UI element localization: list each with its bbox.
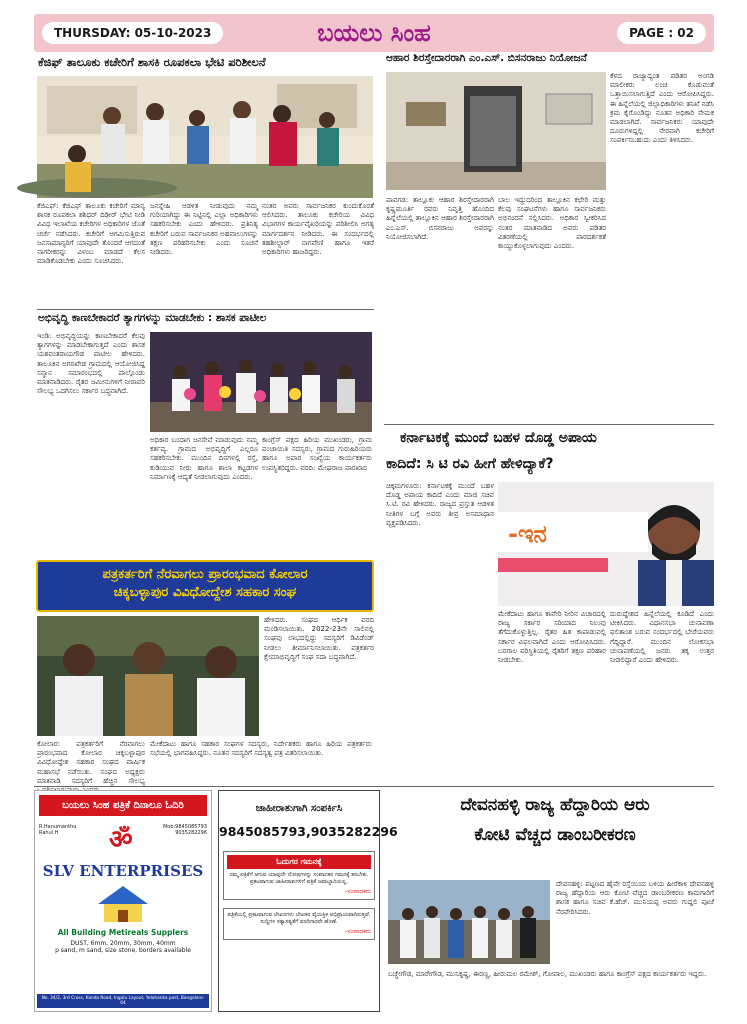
- story2-headline: ಆಹಾರ ಶಿರಸ್ತೇದಾರರಾಗಿ ಎಂ.ಎಸ್. ಬಿಸನರಾಜು ನಿಯೋಜನೆ: [386, 52, 587, 64]
- reader-notice-sign: -ಸಂಪಾದಕರು: [345, 888, 371, 895]
- story5-col-a: ಕೋಲಾರ: ಪತ್ರಕರ್ತರಿಗೆ ನೆರವಾಗಲು ಪ್ರಾರಂಭವಾದ ಕೋಲಾರ ಚಿಕ್ಕಬಳ್ಳಾಪುರ ವಿವಿಧೋದ್ದೇಶ ಸಹಕಾರ ಸಂಘದ ವಾರ್ಷಿಕ ಮಹಾಸಭೆ ನಡೆಯಿತು. ಸಂಘದ ಅಧ್ಯಕ್ಷರು ಮಾತನಾಡಿ ಸದಸ್ಯರಿಗೆ ಹೆಚ್ಚಿನ ಸೌಲಭ್ಯ: [37, 740, 145, 785]
- story1-photo: [37, 76, 373, 198]
- reader-notice: [223, 851, 375, 900]
- story1-col-c: ನಂತರ ಅವರು ಸಾರ್ವಜನಿಕರ ಕುಂದುಕೊರತೆ ಆಲಿಸಿದರು. ತಾಲೂಕು ಕಚೇರಿಯ ವಿವಿಧ ವಿಭಾಗಗಳ ಕಾರ್ಯವೈಖರಿಯನ್ನು ಪರಿಶೀಲಿಸಿ ಅಗತ್ಯ ಮಾರ್ಗದರ್ಶನ ನೀಡಿದರು. ಈ ಸಂದರ್ಭದಲ್ಲಿ ತಹಶೀಲ್ದಾರ್ ನಾಗವೇಣಿ ಹಾಗೂ ಇತರೆ ಅಧಿಕಾರಿಗಳು ಹಾಜರಿದ್ದರು.: [262, 202, 374, 257]
- page-number: PAGE : 02: [617, 22, 706, 44]
- story4-col-b: ಮೇಕೆದಾಟು ಹಾಗೂ ಕಾವೇರಿ ನೀರಿನ ವಿಚಾರದಲ್ಲಿ ರಾಜ್ಯ ಸರ್ಕಾರ ಸರಿಯಾದ ನಿಲುವು ತೆಗೆದುಕೊಳ್ಳುತ್ತಿಲ್ಲ. ರೈತರ ಹಿತ ಕಾಪಾಡುವಲ್ಲಿ ಸರ್ಕಾರ ವಿಫಲವಾಗಿದೆ ಎಂದು ಆರೋಪಿಸಿದರು. ಬರಗಾಲ ಪರಿಸ್ಥಿತಿಯಲ್ಲಿ ರೈತರಿಗೆ ತಕ್ಷಣ ಪರಿಹಾರ ನೀಡಬೇಕು.: [498, 610, 606, 665]
- story5-col-b: ಹೇಳಿದರು. ಸಂಘದ ಆರ್ಥಿಕ ವರದಿ ಮಂಡಿಸಲಾಯಿತು. 2022-23ನೇ ಸಾಲಿನಲ್ಲಿ ಸಂಘವು ಲಾಭದಲ್ಲಿದ್ದು ಸದಸ್ಯರಿಗೆ ಡಿವಿಡೆಂಡ್ ನೀಡಲು ತೀರ್ಮಾನಿಸಲಾಯಿತು. ಪತ್ರಕರ್ತರ ಕ್ಷೇಮಾಭಿವೃದ್ಧಿಗೆ ಸಂಘ ಸದಾ ಬದ್ಧವಾಗಿದೆ.: [264, 616, 374, 661]
- story4-headline-line2: ಕಾದಿದೆ: ಸಿ ಟಿ ರವಿ ಹೀಗೆ ಹೇಳಿದ್ಯಾಕೆ?: [386, 456, 554, 472]
- story6-headline-line2: ಕೋಟಿ ವೆಚ್ಚದ ಡಾಂಬರೀಕರಣ: [474, 825, 636, 845]
- disclaimer-notice: [223, 908, 375, 940]
- ad-contact-phone: 9845085793,9035282296: [219, 824, 398, 839]
- classifieds-box: [218, 790, 398, 1012]
- story6-caption: ಬಚ್ಚೇಗೌಡ, ಮಾರೇಗೌಡ, ಮುನಿಕೃಷ್ಣ, ಈರಣ್ಣ, ಹೀರುಮಲ ರಮೇಶ್, ಗೋಪಾಲ, ಮುಖಂಡರು ಹಾಗೂ ಕಾಂಗ್ರೆಸ್ ಪಕ್ಷದ ಕಾರ್ಯಕರ್ತರು ಇದ್ದರು.: [388, 970, 707, 978]
- reader-notice-title: ಓದುಗರ ಗಮನಕ್ಕೆ: [227, 855, 371, 869]
- ad-contact-title: ಜಾಹೀರಾತುಗಾಗಿ ಸಂಪರ್ಕಿಸಿ: [255, 803, 343, 814]
- story2-photo: [386, 72, 606, 190]
- story5-photo: [37, 616, 259, 736]
- story5-headline-line1: ಪತ್ರಕರ್ತರಿಗೆ ನೆರವಾಗಲು ಪ್ರಾರಂಭವಾದ ಕೋಲಾರ: [102, 567, 308, 582]
- proprietor-names: R.Hanumanthu Rahul H: [39, 824, 77, 836]
- divider: [384, 424, 714, 425]
- story6-photo: [388, 880, 550, 964]
- om-icon: ॐ: [109, 825, 133, 855]
- story4-col-a: ಚಿಕ್ಕಮಗಳೂರು: ಕರ್ನಾಟಕಕ್ಕೆ ಮುಂದೆ ಬಹಳ ದೊಡ್ಡ ಅಪಾಯ ಕಾದಿದೆ ಎಂದು ಮಾಜಿ ಸಚಿವ ಸಿ.ಟಿ. ರವಿ ಹೇಳಿದರು. ರಾಜ್ಯದ ಪ್ರಸ್ತುತ ಆಡಳಿತ ನೀತಿಗಳ ಬಗ್ಗೆ ಅವರು ತೀವ್ರ ಅಸಮಾಧಾನ ವ್ಯಕ್ತಪಡಿಸಿದರು.: [386, 482, 494, 527]
- advertisement-slv: [34, 790, 212, 1012]
- story5-headline-banner: [36, 560, 374, 612]
- story4-photo: [498, 482, 714, 606]
- story1-headline: ಕೆಜಿಫ್ ತಾಲೂಕು ಕಚೇರಿಗೆ ಶಾಸಕಿ ರೂಪಕಲಾ ಭೇಟಿ ಪರಿಶೀಲನೆ: [38, 55, 266, 69]
- company-name: SLV ENTERPRISES: [42, 862, 204, 880]
- story1-col-b: ಜನಸ್ನೇಹಿ ಆಡಳಿತ ನೀಡುವುದು ನಮ್ಮ ಗುರಿಯಾಗಿದ್ದು ಈ ನಿಟ್ಟಿನಲ್ಲಿ ಎಲ್ಲಾ ಅಧಿಕಾರಿಗಳು ಸಹಕರಿಸಬೇಕು ಎಂದು ಹೇಳಿದರು. ಪ್ರತಿನಿತ್ಯ ಕಚೇರಿಗೆ ಬರುವ ಸಾರ್ವಜನಿಕರ ಅಹವಾಲುಗಳನ್ನು ತಕ್ಷಣ ಪರಿಹರಿಸಬೇಕು ಎಂದು ಸೂಚನೆ ನೀಡಿದರು.: [150, 202, 258, 257]
- story3-col-c: ಕಾಂಗ್ರೆಸ್ ಪಕ್ಷದ ಹಿರಿಯ ಮುಖಂಡರು, ಗ್ರಾಮ ಪಂಚಾಯಿತಿ ಸದಸ್ಯರು, ಗ್ರಾಮದ ಗುರುಹಿರಿಯರು ಹಾಗೂ ಅಪಾರ ಸಂಖ್ಯೆಯ ಕಾರ್ಯಕರ್ತರು ಉಪಸ್ಥಿತರಿದ್ದರು. ವರದಿ: ಮೇಘರಾಜ ಪಾರಖಾರ: [262, 436, 372, 472]
- story2-col-c: ಕೆಳದ ರಾಜ್ಯಾದ್ಯಂತ ಪಡಿತರ ಅಂಗಡಿ ಮಾಲೀಕರು ಲಂಚ ಕೊಡುವಂತೆ ಒತ್ತಾಯಿಸಲಾಗುತ್ತಿದೆ ಎಂದು ಆರೋಪಿಸಿದ್ದರು. ಈ ಹಿನ್ನೆಲೆಯಲ್ಲಿ ಜಿಲ್ಲಾಧಿಕಾರಿಗಳು ತನಿಖೆ ನಡೆಸಿ ಕ್ರಮ ಕೈಗೊಂಡಿದ್ದು ನೂತನ ಅಧಿಕಾರಿ ನೇಮಕ ಮಾಡಲಾಗಿದೆ. ಸಾರ್ವಜನಿಕರು ಯಾವುದೇ ದೂರುಗಳಿದ್ದಲ್ಲಿ ನೇರವಾಗಿ ಕಚೇರಿಗೆ ಸಂಪರ್ಕಿಸಬಹುದು ಎಂದು ತಿಳಿಸಿದರು.: [610, 72, 714, 145]
- disclaimer-body: ಪತ್ರಿಕೆಯಲ್ಲಿ ಪ್ರಕಟವಾಗುವ ಲೇಖನಗಳು ಲೇಖಕರ ವೈಯಕ್ತಿಕ ಅಭಿಪ್ರಾಯವಾಗಿರುತ್ತವೆ. ಸುದ್ದಿಗಳ ಸತ್ಯಾಸತ್ಯತೆಗೆ ವರದಿಗಾರರೇ ಹೊಣೆ.: [227, 912, 371, 925]
- company-tagline: All Building Metireals Supplers: [57, 928, 189, 937]
- subscribe-banner: ಬಯಲು ಸಿಂಹ ಪತ್ರಿಕೆ ದಿನಾಲೂ ಓದಿರಿ: [39, 795, 207, 816]
- divider: [34, 786, 714, 787]
- story5-col-c: ಮೇಕೆದಾಟು ಹಾಗೂ ಸಹಕಾರ ಸಂಘಗಳ ಸದಸ್ಯರು, ನಿರ್ದೇಶಕರು ಹಾಗೂ ಹಿರಿಯ ಪತ್ರಕರ್ತರು ಸಭೆಯಲ್ಲಿ ಭಾಗವಹಿಸಿದ್ದರು. ನೂತನ ಸದಸ್ಯರಿಗೆ ಸದಸ್ಯತ್ವ ಪತ್ರ ವಿತರಿಸಲಾಯಿತು.: [150, 740, 372, 758]
- house-icon: [96, 884, 150, 924]
- story3-col-a: ಇಂಡಿ: ಅಭಿವೃದ್ಧಿಯನ್ನು ಕಾಣಬೇಕಾದರೆ ಕೆಲವು ತ್ಯಾಗಗಳನ್ನು ಮಾಡಬೇಕಾಗುತ್ತದೆ ಎಂದು ಶಾಸಕ ಯಶವಂತರಾಯಗೌಡ ಪಾಟೀಲ ಹೇಳಿದರು. ತಾಲೂಕಿನ ಅಗರಖೇಡ ಗ್ರಾಮದಲ್ಲಿ ಆಯೋಜಿಸಿದ್ದ ಸನ್ಮಾನ ಸಮಾರಂಭದಲ್ಲಿ ಪಾಲ್ಗೊಂಡು ಮಾತನಾಡಿದರು. ರೈತರ ಜಮೀನುಗಳಿಗೆ ನೀರಾವರಿ ಸೌಲಭ್ಯ ಒದಗಿಸಲು ಸರ್ಕಾರ ಬದ್ಧವಾಗಿದೆ.: [37, 332, 145, 396]
- disclaimer-sign: -ಸಂಪಾದಕರು: [345, 928, 371, 935]
- story1-col-a: ಕೆಜಿಎಫ್: ಕೆಜಿಎಫ್ ತಾಲೂಕು ಕಚೇರಿಗೆ ಮಾನ್ಯ ಶಾಸಕ ರೂಪಕಲಾ ಶಶಿಧರ್ ದಿಢೀರ್ ಭೇಟಿ ನೀಡಿ ವಿವಿಧ ಇಲಾಖೆಯ ಕಚೇರಿಗಳ ಅಧಿಕಾರಿಗಳ ಜೊತೆ ಚರ್ಚೆ ನಡೆಸಿದರು. ಕಚೇರಿಗೆ ಆಗಮಿಸುತ್ತಿರುವ ಜನಸಾಮಾನ್ಯರಿಗೆ ಯಾವುದೇ ತೊಂದರೆ ಆಗದಂತೆ ನಾಗರೀಕರನ್ನು ವಿಳಂಬ ಮಾಡದೆ ಕೆಲಸ ಮಾಡಿಕೊಡಬೇಕು ಎಂದು ಸೂಚಿಸಿದರು.: [37, 202, 145, 266]
- divider: [37, 309, 374, 310]
- masthead: [34, 14, 714, 52]
- newspaper-title: ಬಯಲು ಸಿಂಹ: [317, 18, 431, 47]
- story2-col-b: ಬಾಲ ಇದ್ದುದರಿಂದ ತಾಲ್ಲೂಕಿನ ಕಛೇರಿ ಮತ್ತು ಕೆಲವು ಸಂಘಟನೆಗಳು ಹಾಗೂ ಸಾರ್ವಜನಿಕರು ಅಭಿನಂದನೆ ಸಲ್ಲಿಸಿದರು. ಅಧಿಕಾರ ಸ್ವೀಕರಿಸಿದ ನಂತರ ಮಾತನಾಡಿದ ಅವರು ಪಡಿತರ ವಿತರಣೆಯಲ್ಲಿ ಪಾರದರ್ಶಕತೆ ಕಾಯ್ದುಕೊಳ್ಳಲಾಗುವುದು ಎಂದರು.: [498, 196, 606, 251]
- story3-col-b: ಅಧಿಕಾರ ಬಂದಾಗ ಜನಸೇವೆ ಮಾಡುವುದು ನಮ್ಮ ಕರ್ತವ್ಯ. ಗ್ರಾಮದ ಅಭಿವೃದ್ಧಿಗೆ ಎಲ್ಲರೂ ಸಹಕರಿಸಬೇಕು. ಮುಂದಿನ ದಿನಗಳಲ್ಲಿ ರಸ್ತೆ, ಕುಡಿಯುವ ನೀರು ಹಾಗೂ ಶಾಲಾ ಕಟ್ಟಡಗಳ ನಿರ್ಮಾಣಕ್ಕೆ ಆದ್ಯತೆ ನೀಡಲಾಗುವುದು ಎಂದರು.: [150, 436, 258, 481]
- issue-date: THURSDAY: 05-10-2023: [42, 22, 223, 44]
- product-list: DUST, 6mm, 20mm, 30mm, 40mm p sand, m sand, size stone, borders available: [55, 940, 191, 954]
- story6-col-a: ದೇವನಹಳ್ಳಿ: ಪಟ್ಟಣದ ಹೈವೇ ರಸ್ತೆಯಿಂದ ಬಳಿಯ ಹೀರೆಕಾಳಿ ದೇವನಹಳ್ಳಿ ರಾಜ್ಯ ಹೆದ್ದಾರಿಯ ಆರು ಕೋಟಿ ವೆಚ್ಚದ ಡಾಂಬರೀಕರಣ ಕಾಮಗಾರಿಗೆ ಶಾಸಕ ಹಾಗೂ ಸಚಿವ ಕೆ.ಹೆಚ್. ಮುನಿಯಪ್ಪ ಅವರು ಗುದ್ದಲಿ ಪೂಜೆ ನೆರವೇರಿಸಿದರು.: [556, 880, 714, 916]
- story5-headline-line2: ಚಿಕ್ಕಬಳ್ಳಾಪುರ ವಿವಿಧೋದ್ದೇಶ ಸಹಕಾರ ಸಂಘ: [113, 585, 297, 600]
- story3-photo: [150, 332, 372, 432]
- story3-headline: ಅಭಿವೃದ್ಧಿ ಕಾಣಬೇಕಾದರೆ ತ್ಯಾಗಗಳನ್ನು ಮಾಡಬೇಕು : ಶಾಸಕ ಪಾಟೀಲ: [38, 312, 267, 324]
- reader-notice-body: ನಮ್ಮ ಪತ್ರಿಕೆಗೆ ಆಗುವ ಯಾವುದೇ ದೋಷಗಳನ್ನು ಸಂಪಾದಕರ ಗಮನಕ್ಕೆ ತರಬೇಕು. ಪ್ರಕಟವಾಗುವ ಜಾಹೀರಾತುಗಳಿಗೆ ಪತ್ರಿಕೆ ಜವಾಬ್ದಾರಿಯಲ್ಲ.: [229, 872, 369, 885]
- story4-col-c: ದುರುದ್ದೇಶದ ಹಿನ್ನೆಲೆಯಲ್ಲಿ ಕೂಡಿದೆ ಎಂದು ಟೀಕಿಸಿದರು. ವಿಧಾನಸಭಾ ಚುನಾವಣಾ ಫಲಿತಾಂಶ ಬರುವ ಸಂದರ್ಭದಲ್ಲಿ ಬೇರೆಯವರು ಗೆದ್ದಿದ್ದಾರೆ. ಮುಂದಿನ ಲೋಕಸಭಾ ಚುನಾವಣೆಯಲ್ಲಿ ಜನರು ತಕ್ಕ ಉತ್ತರ ನೀಡಲಿದ್ದಾರೆ ಎಂದು ಹೇಳಿದರು.: [610, 610, 714, 665]
- story4-headline-line1: ಕರ್ನಾಟಕಕ್ಕೆ ಮುಂದೆ ಬಹಳ ದೊಡ್ಡ ಅಪಾಯ: [400, 430, 597, 446]
- story2-col-a: ಪಾವಗಡ: ತಾಲ್ಲೂಕು ಆಹಾರ ಶಿರಸ್ತೇದಾರರಾಗಿ ಕೃಷ್ಣಮೂರ್ತಿ ರವರು ನಿವೃತ್ತಿ ಹೊಂದಿದ ಹಿನ್ನೆಲೆಯಲ್ಲಿ ತಾಲ್ಲೂಕಿನ ಆಹಾರ ಶಿರಸ್ತೇದಾರರಾಗಿ ಎಂ.ಎಸ್. ಬಿಸನರಾಜು ಅವರನ್ನು ನಿಯೋಜಿಸಲಾಗಿದೆ.: [386, 196, 494, 241]
- story6-headline-line1: ದೇವನಹಳ್ಳಿ ರಾಜ್ಯ ಹೆದ್ದಾರಿಯ ಆರು: [460, 795, 650, 815]
- contact-phones: Mob:9845085793 9035282296: [162, 824, 207, 836]
- company-address: No. 34/2, 3rd Cross, Kanda Road, Ingalu Layout, Yelahanka post, Bangalore-64: [37, 994, 209, 1008]
- svg-text:-ಇನ: -ಇನ: [508, 520, 547, 548]
